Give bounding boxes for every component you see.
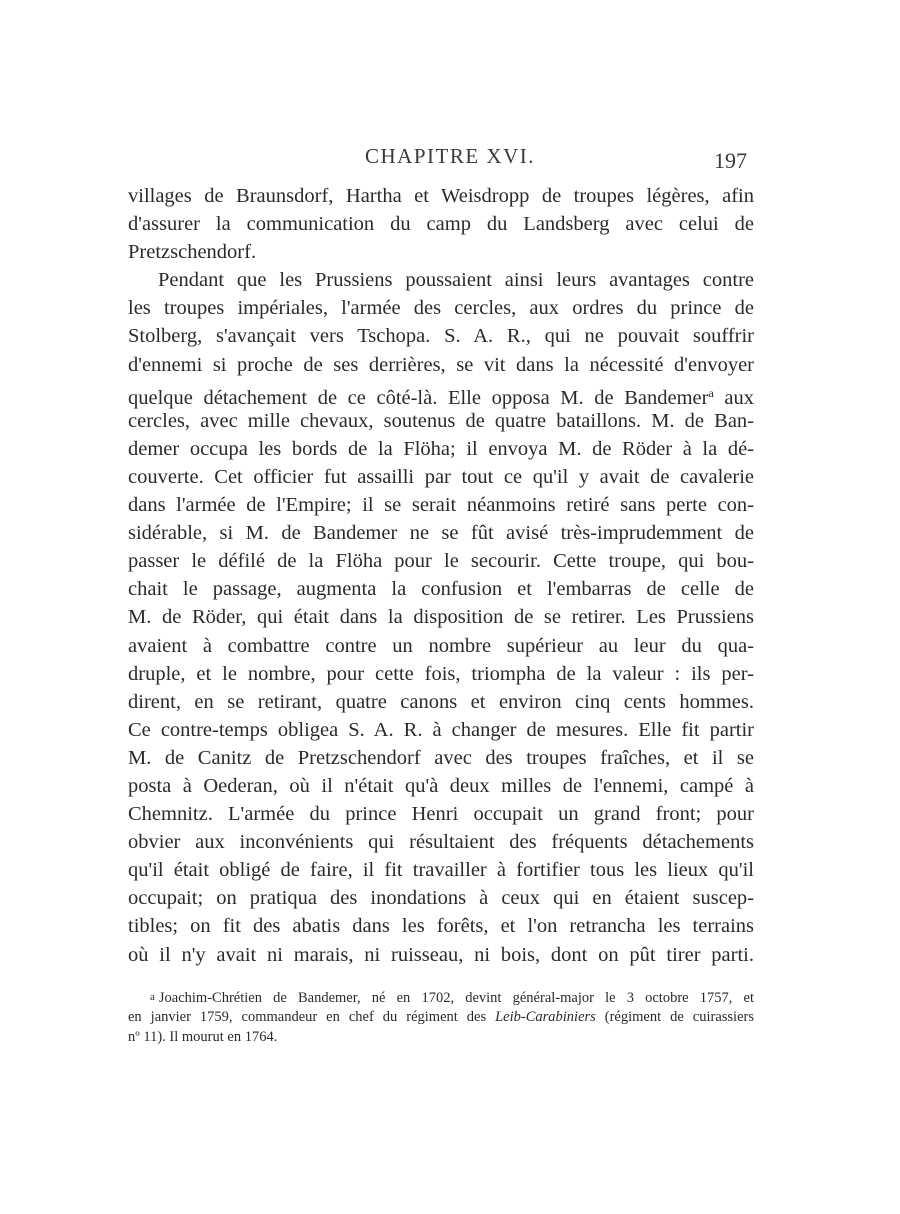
footnote-reference: a <box>708 385 714 400</box>
page-number: 197 <box>714 148 747 173</box>
footnote-text: (régiment de cuirassiers <box>595 1009 754 1025</box>
text-line: sidérable, si M. de Bandemer ne se fût avisé très-imprudemment de <box>128 522 754 545</box>
text-line: avaient à combattre contre un nombre supérieur au leur du qua- <box>128 634 754 657</box>
text-line: dirent, en se retirant, quatre canons et environ cinq cents hommes. <box>128 690 754 713</box>
text-line: d'assurer la communication du camp du Landsberg avec celui de <box>128 213 754 236</box>
text-line: Pendant que les Prussiens poussaient ainsi leurs avantages contre <box>158 269 754 292</box>
text-line: chait le passage, augmenta la confusion et l'embarras de celle de <box>128 578 754 601</box>
text-line: Ce contre-temps obligea S. A. R. à changer de mesures. Elle fit partir <box>128 718 754 741</box>
running-head <box>0 144 900 174</box>
text-line: posta à Oederan, où il n'était qu'à deux milles de l'ennemi, campé à <box>128 774 754 797</box>
text-line: qu'il était obligé de faire, il fit travailler à fortifier tous les lieux qu'il <box>128 859 754 882</box>
text-line: Stolberg, s'avançait vers Tschopa. S. A. R., qui ne pouvait souffrir <box>128 325 754 348</box>
footnote-line: nº 11). Il mourut en 1764. <box>128 1029 278 1045</box>
text-line: demer occupa les bords de la Flöha; il envoya M. de Röder à la dé- <box>128 437 754 460</box>
footnote-text: Joachim-Chrétien de Bandemer, né en 1702, devint général-major le 3 octobre 1757, et <box>158 990 754 1006</box>
text-line: Chemnitz. L'armée du prince Henri occupait un grand front; pour <box>128 803 754 826</box>
text-line-with-footnote-ref <box>128 379 754 407</box>
chapter-title: CHAPITRE XVI. <box>365 144 535 168</box>
text-line: Pretzschendorf. <box>128 241 257 264</box>
text-line: druple, et le nombre, pour cette fois, triompha de la valeur : ils per- <box>128 662 754 685</box>
body-text <box>128 182 754 969</box>
text-line: villages de Braunsdorf, Hartha et Weisdropp de troupes légères, afin <box>128 185 754 207</box>
text-line: M. de Röder, qui était dans la disposition de se retirer. Les Prussiens <box>128 606 754 629</box>
text-line: M. de Canitz de Pretzschendorf avec des troupes fraîches, et il se <box>128 746 754 769</box>
footnote-label: a <box>150 991 155 1003</box>
text-segment: aux <box>713 386 754 409</box>
text-line: couverte. Cet officier fut assailli par tout ce qu'il y avait de cavalerie <box>128 465 754 488</box>
footnote-italic-text: Leib-Carabiniers <box>495 1009 596 1025</box>
text-line: tibles; on fit des abatis dans les forêts, et l'on retrancha les terrains <box>128 915 754 938</box>
footnote-line <box>128 1007 754 1027</box>
text-line: occupait; on pratiqua des inondations à ceux qui en étaient suscep- <box>128 887 754 910</box>
text-line: d'ennemi si proche de ses derrières, se vit dans la nécessité d'envoyer <box>128 353 754 376</box>
text-line: obvier aux inconvénients qui résultaient des fréquents détachements <box>128 831 754 854</box>
footnote-line <box>128 987 754 1007</box>
text-line: dans l'armée de l'Empire; il se serait néanmoins retiré sans perte con- <box>128 494 754 517</box>
text-line: passer le défilé de la Flöha pour le secourir. Cette troupe, qui bou- <box>128 550 754 573</box>
text-line: cercles, avec mille chevaux, soutenus de quatre bataillons. M. de Ban- <box>128 409 754 432</box>
text-line: où il n'y avait ni marais, ni ruisseau, ni bois, dont on pût tirer parti. <box>128 943 754 966</box>
footnote-text: en janvier 1759, commandeur en chef du régiment des <box>128 1009 496 1025</box>
text-segment: quelque détachement de ce côté-là. Elle opposa M. de Bandemer <box>128 386 709 409</box>
text-line: les troupes impériales, l'armée des cercles, aux ordres du prince de <box>128 297 754 320</box>
footnote-block <box>128 987 754 1047</box>
